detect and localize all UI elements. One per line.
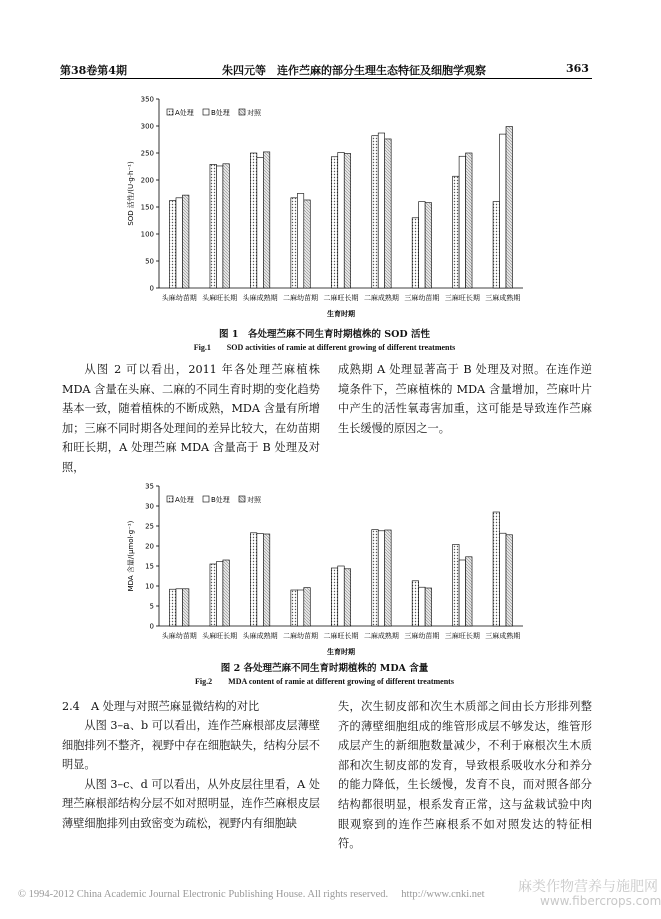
legend-label: A处理 — [175, 496, 194, 504]
bar-a — [170, 589, 176, 626]
fig2-caption-en: Fig.2 MDA content of ramie at different growing of different treatments — [195, 677, 454, 686]
legend-swatch — [167, 109, 173, 115]
bar-b — [500, 533, 506, 626]
bar-ck — [385, 139, 391, 288]
running-title: 朱四元等 连作苎麻的部分生理生态特征及细胞学观察 — [222, 64, 486, 77]
bar-ck — [425, 588, 431, 626]
bar-ck — [466, 153, 472, 288]
paragraph-mda-analysis: 从图 2 可以看出，2011 年各处理苎麻植株 MDA 含量在头麻、二麻的不同生育时期的变化趋势基本一致，随着植株的不断成熟，MDA 含量有所增加；三麻不同时期各处理间的差异比较大，在幼苗期和旺长期，A 处理苎麻 MDA 含量高于 B 处理及对照， — [62, 363, 320, 474]
legend-swatch — [239, 109, 245, 115]
y-tick-label: 15 — [145, 562, 154, 571]
bar-b — [459, 560, 465, 626]
bar-b — [378, 133, 384, 288]
bar-a — [170, 201, 176, 288]
body-right-lower — [338, 697, 592, 854]
x-tick-label: 二麻旺长期 — [323, 294, 359, 302]
x-tick-label: 二麻旺长期 — [323, 632, 359, 640]
bar-a — [291, 198, 297, 288]
legend-label: A处理 — [175, 109, 194, 117]
bar-a — [493, 512, 499, 626]
bar-b — [216, 562, 222, 626]
y-tick-label: 250 — [140, 149, 154, 158]
paragraph-fig3-cd: 从图 3–c、d 可以看出，从外皮层往里看，A 处理苎麻根部结构分层不如对照明显，连作苎麻根皮层薄壁细胞排列由致密变为疏松，视野内有细胞缺 — [62, 777, 320, 830]
bar-b — [297, 590, 303, 626]
y-tick-label: 35 — [145, 482, 154, 491]
x-tick-label: 三麻幼苗期 — [404, 632, 440, 640]
bar-ck — [385, 530, 391, 626]
paragraph-fig3-cd-cont: 失，次生韧皮部和次生木质部之间由长方形排列整齐的薄壁细胞组成的维管形成层不够发达，维管形成层产生的新细胞数量减少，不利于麻根次生木质部和次生韧皮部的发育，导致根系吸收水分和养分的能力降低，生长缓慢，发育不良，而对照各部分结构都很明显，根系发育正常，这与盆栽试验中肉眼观察到的连作苎麻根系不如对照发达的特征相符。 — [338, 700, 592, 851]
bar-a — [331, 568, 337, 626]
y-tick-label: 150 — [140, 203, 154, 212]
bar-ck — [466, 557, 472, 626]
body-left-para1 — [62, 360, 320, 478]
copyright-footer: © 1994-2012 China Academic Journal Electronic Publishing House. All rights reserved. http://www.cnki.net — [18, 889, 485, 900]
legend-swatch — [167, 496, 173, 502]
y-tick-label: 20 — [145, 542, 154, 551]
bar-ck — [263, 534, 269, 626]
x-axis-label: 生育时期 — [327, 310, 355, 318]
bar-a — [250, 533, 256, 626]
bar-ck — [182, 195, 188, 288]
x-tick-label: 头麻幼苗期 — [161, 632, 197, 640]
y-tick-label: 0 — [149, 622, 154, 631]
x-tick-label: 二麻成熟期 — [363, 294, 399, 302]
x-tick-label: 三麻成熟期 — [485, 632, 521, 640]
bar-a — [453, 176, 459, 288]
bar-a — [291, 590, 297, 626]
bar-b — [459, 156, 465, 288]
journal-volume: 第38卷第4期 — [60, 64, 127, 77]
bar-a — [210, 164, 216, 288]
bar-b — [176, 589, 182, 626]
bar-b — [419, 587, 425, 626]
y-tick-label: 5 — [149, 602, 154, 611]
bar-b — [257, 157, 263, 288]
x-tick-label: 二麻幼苗期 — [283, 632, 319, 640]
y-axis-label: SOD 活性/(U·g·h⁻¹) — [127, 161, 135, 226]
bar-b — [378, 531, 384, 626]
x-tick-label: 头麻旺长期 — [202, 294, 238, 302]
bar-a — [453, 544, 459, 626]
y-tick-label: 30 — [145, 502, 154, 511]
bar-b — [297, 194, 303, 289]
bar-b — [257, 534, 263, 626]
bar-ck — [506, 535, 512, 626]
legend-swatch — [203, 109, 209, 115]
page-number: 363 — [566, 62, 589, 75]
watermark-cn: 麻类作物营养与施肥网 — [518, 879, 658, 895]
bar-ck — [263, 152, 269, 288]
x-tick-label: 头麻成熟期 — [242, 632, 278, 640]
x-tick-label: 三麻成熟期 — [485, 294, 521, 302]
bar-ck — [344, 569, 350, 626]
body-right-para1 — [338, 360, 592, 438]
x-tick-label: 三麻幼苗期 — [404, 294, 440, 302]
legend-label: B处理 — [211, 109, 230, 117]
y-tick-label: 300 — [140, 122, 154, 131]
bar-a — [372, 530, 378, 626]
bar-b — [216, 166, 222, 288]
y-tick-label: 100 — [140, 230, 154, 239]
bar-a — [372, 136, 378, 288]
bar-b — [176, 198, 182, 288]
bar-a — [331, 157, 337, 288]
bar-ck — [182, 589, 188, 626]
x-axis-label: 生育时期 — [327, 648, 355, 656]
paragraph-fig3-ab: 从图 3–a、b 可以看出，连作苎麻根部皮层薄壁细胞排列不整齐，视野中存在细胞缺失，结构分层不明显。 — [62, 719, 320, 772]
x-tick-label: 二麻成熟期 — [363, 632, 399, 640]
sod-chart — [0, 80, 649, 320]
y-tick-label: 0 — [149, 284, 154, 293]
x-tick-label: 头麻成熟期 — [242, 294, 278, 302]
bar-ck — [223, 164, 229, 288]
bar-ck — [506, 127, 512, 288]
bar-b — [338, 152, 344, 288]
y-tick-label: 50 — [145, 257, 154, 266]
bar-b — [500, 134, 506, 288]
bar-ck — [304, 200, 310, 288]
bar-a — [250, 153, 256, 288]
fig1-caption-en: Fig.1 SOD activities of ramie at different growing of different treatments — [193, 343, 456, 352]
section-heading-2-4: 2.4 A 处理与对照苎麻显微结构的对比 — [62, 700, 260, 713]
bar-b — [419, 202, 425, 288]
x-tick-label: 头麻旺长期 — [202, 632, 238, 640]
bar-a — [412, 581, 418, 626]
fig2-caption-cn: 图 2 各处理苎麻不同生育时期植株的 MDA 含量 — [220, 663, 429, 674]
legend-label: B处理 — [211, 496, 230, 504]
y-tick-label: 200 — [140, 176, 154, 185]
bar-a — [210, 564, 216, 626]
x-tick-label: 三麻旺长期 — [444, 632, 480, 640]
paragraph-mda-cont: 成熟期 A 处理显著高于 B 处理及对照。在连作逆境条件下，苎麻植株的 MDA 含量增加，苎麻叶片中产生的活性氧毒害加重，这可能是导致连作苎麻生长缓慢的原因之一。 — [338, 363, 592, 435]
legend-label: 对照 — [247, 496, 261, 504]
legend-swatch — [239, 496, 245, 502]
bar-ck — [425, 203, 431, 288]
bar-a — [493, 202, 499, 288]
mda-chart — [0, 470, 649, 660]
bar-b — [338, 566, 344, 626]
legend-label: 对照 — [247, 109, 261, 117]
y-tick-label: 10 — [145, 582, 154, 591]
body-left-lower — [62, 716, 320, 834]
bar-ck — [344, 154, 350, 288]
fig1-caption-cn: 图 1 各处理苎麻不同生育时期植株的 SOD 活性 — [219, 329, 430, 340]
x-tick-label: 二麻幼苗期 — [283, 294, 319, 302]
legend-swatch — [203, 496, 209, 502]
y-tick-label: 25 — [145, 522, 154, 531]
y-axis-label: MDA 含量/(μmol·g⁻¹) — [127, 520, 135, 592]
bar-ck — [304, 588, 310, 626]
x-tick-label: 三麻旺长期 — [444, 294, 480, 302]
header-rule — [60, 78, 592, 79]
bar-a — [412, 218, 418, 288]
bar-ck — [223, 560, 229, 626]
y-tick-label: 350 — [140, 95, 154, 104]
watermark-url: www.fibercrops.com — [540, 894, 661, 908]
x-tick-label: 头麻幼苗期 — [161, 294, 197, 302]
